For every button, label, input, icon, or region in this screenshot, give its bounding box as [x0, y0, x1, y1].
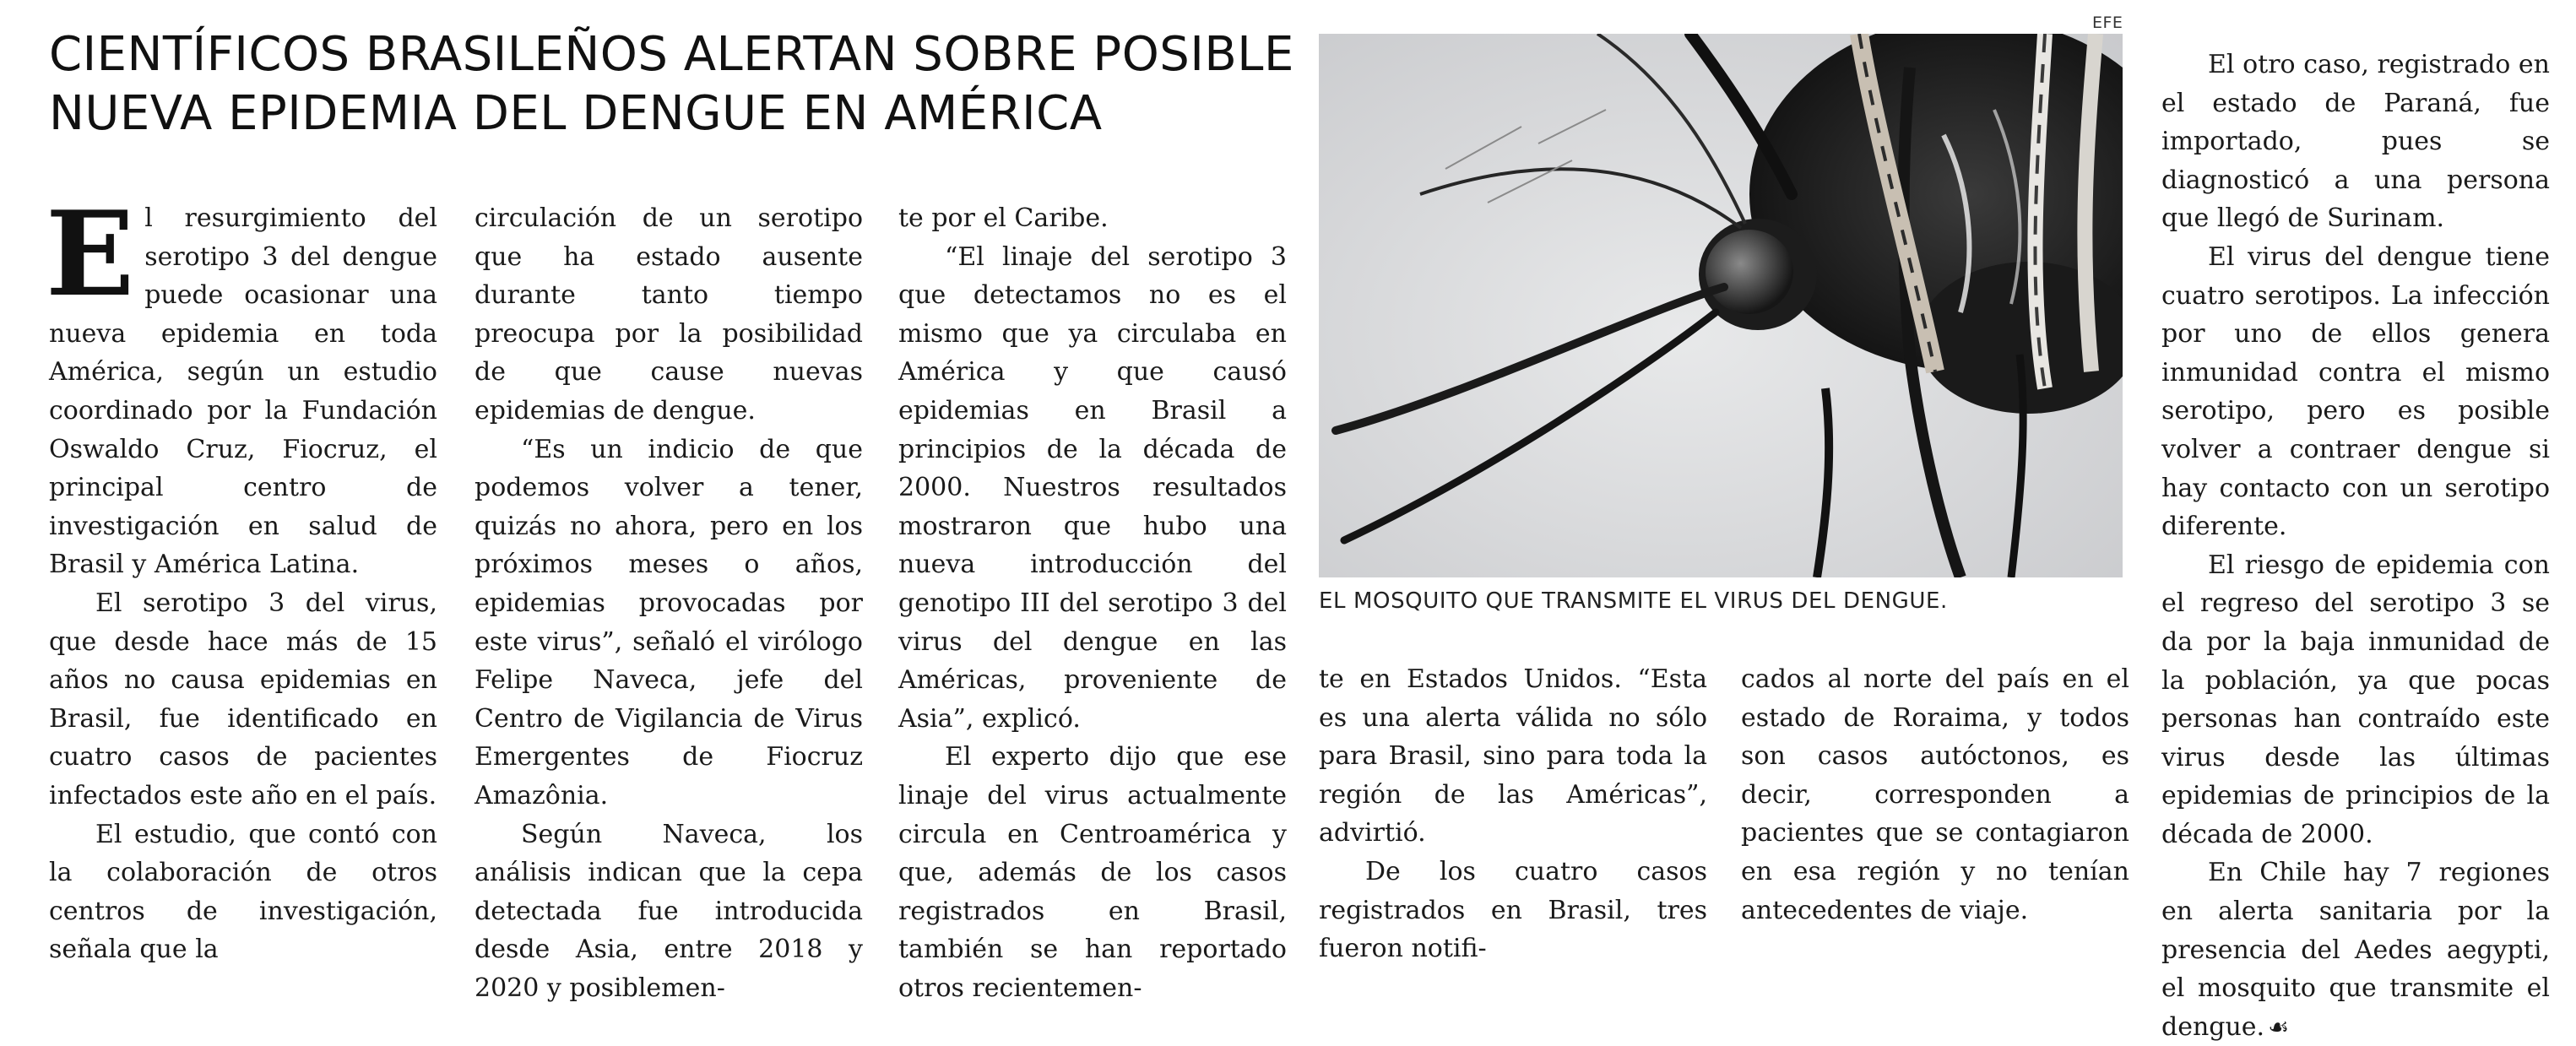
paragraph: “El linaje del serotipo 3 que detectamos no es el mismo que ya circulaba en América y que causó epidemias en Brasil a principios de la década de 2000. Nuestros resultados mostraron que hubo una nueva introducción del genotipo III del serotipo 3 del virus del dengue en las Américas, proveniente de Asia”, explicó.	[898, 241, 1287, 734]
headline: CIENTÍFICOS BRASILEÑOS ALERTAN SOBRE POSIBLE NUEVA EPIDEMIA DEL DENGUE EN AMÉRICA	[49, 27, 1294, 141]
article-column-3	[898, 199, 1287, 1007]
mosquito-photo	[1319, 34, 2123, 577]
paragraph: De los cuatro casos registrados en Brasil, tres fueron notifi-	[1319, 856, 1707, 964]
lead-paragraph	[46, 185, 437, 584]
paragraph: Según Naveca, los análisis indican que la cepa detectada fue introducida desde Asia, entre 2018 y 2020 y posiblemen-	[475, 819, 863, 1003]
paragraph: te en Estados Unidos. “Esta es una alerta válida no sólo para Brasil, sino para toda la región de las Américas”, advirtió.	[1319, 664, 1707, 848]
paragraph	[2161, 854, 2550, 1046]
paragraph: El serotipo 3 del virus, que desde hace más de 15 años no causa epidemias en Brasil, fue identificado en cuatro casos de pacientes infectados este año en el país.	[49, 588, 437, 810]
photo-credit: EFE	[2092, 14, 2123, 32]
article-column-4	[1319, 660, 1707, 968]
mosquito-image	[1319, 34, 2123, 577]
article-column-6	[2161, 46, 2550, 1046]
paragraph: cados al norte del país en el estado de Roraima, y todos son casos autóctonos, es decir, corresponden a pacientes que se contagiaron en esa región y no tenían antecedentes de viaje.	[1741, 664, 2129, 925]
paragraph: circulación de un serotipo que ha estado ausente durante tanto tiempo preocupa por la posibilidad de que cause nuevas epidemias de dengue.	[475, 203, 863, 425]
paragraph: El riesgo de epidemia con el regreso del serotipo 3 se da por la baja inmunidad de la población, ya que pocas personas han contraído este virus desde las últimas epidemias de principios de la década de 2000.	[2161, 550, 2550, 849]
paragraph-text: En Chile hay 7 regiones en alerta sanitaria por la presencia del Aedes aegypti, el mosquito que transmite el dengue.	[2161, 858, 2550, 1042]
photo-caption: EL MOSQUITO QUE TRANSMITE EL VIRUS DEL DENGUE.	[1319, 588, 1948, 614]
paragraph-text: l resurgimiento del serotipo 3 del dengue puede ocasionar una nueva epidemia en toda América, según un estudio coordinado por la Fundación Oswaldo Cruz, Fiocruz, el principal centro de investigación en salud de Brasil y América Latina.	[49, 203, 437, 580]
article-column-5	[1741, 660, 2129, 929]
drop-cap: E	[46, 185, 135, 322]
paragraph: El estudio, que contó con la colaboración de otros centros de investigación, señala que la	[49, 819, 437, 965]
paragraph: te por el Caribe.	[898, 203, 1109, 233]
end-of-article-mark: ☙	[2268, 1012, 2290, 1041]
article-column-2	[475, 199, 863, 1007]
paragraph: El virus del dengue tiene cuatro serotipos. La infección por uno de ellos genera inmunidad contra el mismo serotipo, pero es posible volver a contraer dengue si hay contacto con un serotipo diferente.	[2161, 241, 2550, 542]
paragraph: “Es un indicio de que podemos volver a tener, quizás no ahora, pero en los próximos meses o años, epidemias provocadas por este virus”, señaló el virólogo Felipe Naveca, jefe del Centro de Vigilancia de Virus Emergentes de Fiocruz Amazônia.	[475, 434, 863, 810]
paragraph: El experto dijo que ese linaje del virus actualmente circula en Centroamérica y que, además de los casos registrados en Brasil, también se han reportado otros recientemen-	[898, 742, 1287, 1003]
paragraph: El otro caso, registrado en el estado de Paraná, fue importado, pues se diagnosticó a una persona que llegó de Surinam.	[2161, 50, 2550, 234]
article-column-1	[46, 185, 437, 969]
